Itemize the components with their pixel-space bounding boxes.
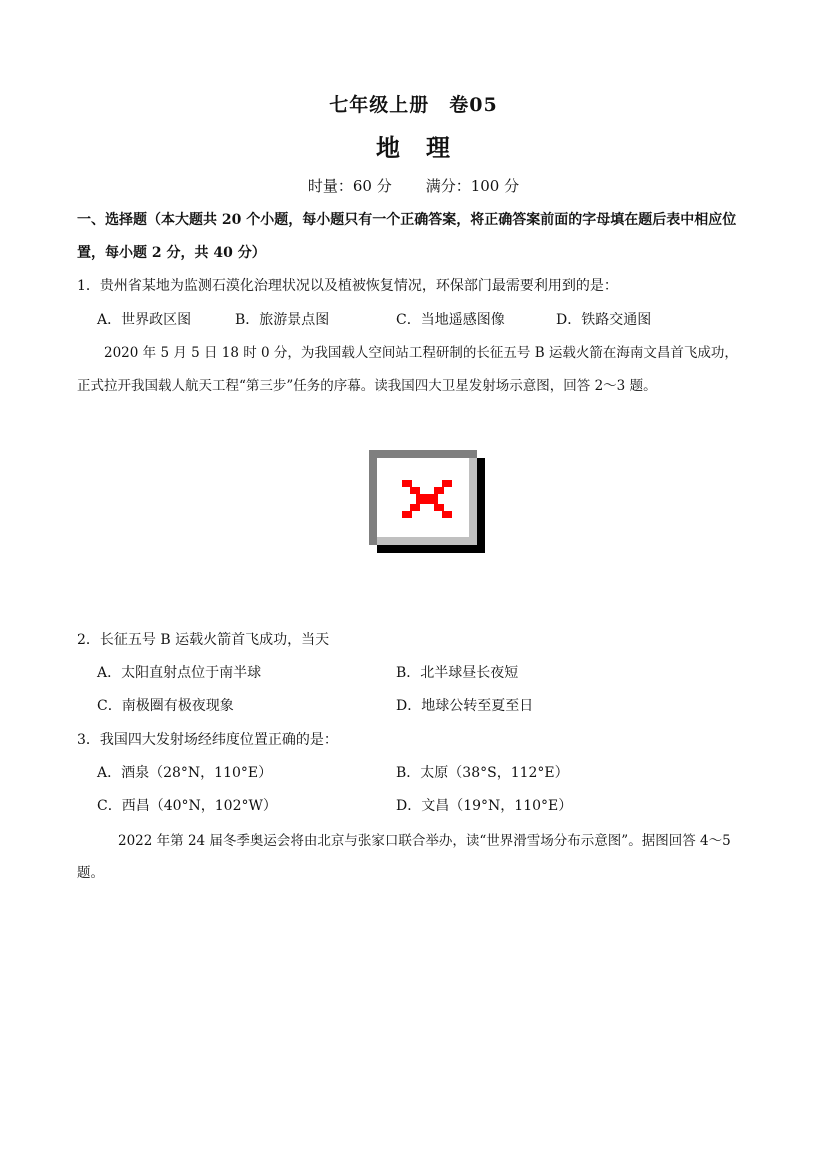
question-1-stem: 1．贵州省某地为监测石漠化治理状况以及植被恢复情况，环保部门最需要利用到的是： <box>77 278 618 294</box>
paper-title: 七年级上册 卷05 <box>329 94 498 116</box>
full-score: 满分：100 分 <box>425 177 520 195</box>
section-heading-line1: 一、选择题（本大题共 20 个小题，每小题只有一个正确答案，将正确答案前面的字母填在题后表中相应位 <box>77 212 737 228</box>
question-3-stem: 3．我国四大发射场经纬度位置正确的是： <box>77 732 338 748</box>
passage-2-line2: 题。 <box>77 865 104 881</box>
q3-option-b: B．太原（38°S，112°E） <box>396 765 569 781</box>
q2-option-a: A．太阳直射点位于南半球 <box>97 665 262 681</box>
q3-option-c: C．西昌（40°N，102°W） <box>97 798 277 814</box>
q1-option-d: D．铁路交通图 <box>556 312 652 328</box>
q2-option-d: D．地球公转至夏至日 <box>396 698 534 714</box>
subject-title: 地 理 <box>376 133 451 162</box>
passage-1-line1: 2020 年 5 月 5 日 18 时 0 分，为我国载人空间站工程研制的长征五号 B 运载火箭在海南文昌首飞成功， <box>104 345 738 361</box>
passage-2-line1: 2022 年第 24 届冬季奥运会将由北京与张家口联合举办，读“世界滑雪场分布示意图”。据图回答 4～5 <box>118 833 731 849</box>
exam-meta <box>0 175 827 196</box>
q3-option-a: A．酒泉（28°N，110°E） <box>97 765 273 781</box>
broken-image-placeholder <box>369 450 485 553</box>
broken-image-icon <box>402 480 452 518</box>
passage-1-line2: 正式拉开我国载人航天工程“第三步”任务的序幕。读我国四大卫星发射场示意图，回答 2～3 题。 <box>77 378 657 394</box>
time-limit: 时量：60 分 <box>307 177 392 195</box>
question-2-stem: 2．长征五号 B 运载火箭首飞成功，当天 <box>77 632 330 648</box>
q1-option-a: A．世界政区图 <box>97 312 192 328</box>
q2-option-b: B．北半球昼长夜短 <box>396 665 519 681</box>
q1-option-b: B．旅游景点图 <box>235 312 330 328</box>
q2-option-c: C．南极圈有极夜现象 <box>97 698 234 714</box>
q3-option-d: D．文昌（19°N，110°E） <box>396 798 573 814</box>
q1-option-c: C．当地遥感图像 <box>396 312 505 328</box>
section-heading-line2: 置，每小题 2 分，共 40 分） <box>77 245 266 261</box>
